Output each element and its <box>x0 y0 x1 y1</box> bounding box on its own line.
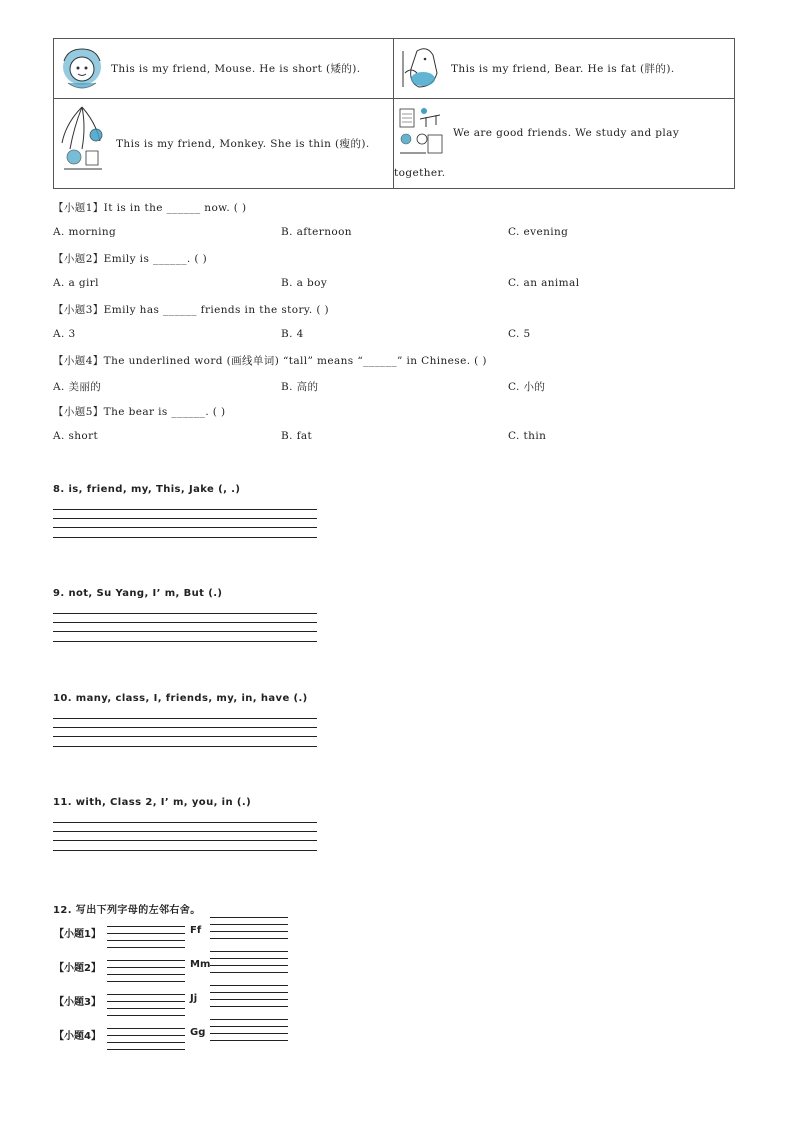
letters-item-2-label: 【小题2】 <box>54 963 101 974</box>
writing-lines-11[interactable] <box>53 822 317 852</box>
question-4-option-a: A. 美丽的 <box>53 381 102 393</box>
letters-item-3-letter: Jj <box>190 993 198 1004</box>
girl-illustration <box>58 43 106 95</box>
letters-task-title: 12. 写出下列字母的左邻右舍。 <box>53 905 201 916</box>
writing-lines-8[interactable] <box>53 509 317 539</box>
question-2-stem: 【小题2】Emily is ______. ( ) <box>53 253 208 265</box>
story-cell-mouse: This is my friend, Mouse. He is short (矮的). <box>111 63 361 75</box>
question-1-option-b: B. afternoon <box>281 226 352 238</box>
letters-item-4-right-lines[interactable] <box>210 1019 288 1043</box>
question-5-option-a: A. short <box>53 430 99 442</box>
letters-item-4-label: 【小题4】 <box>54 1031 101 1042</box>
question-5-option-b: B. fat <box>281 430 313 442</box>
question-2-option-c: C. an animal <box>508 277 580 289</box>
question-4-option-b: B. 高的 <box>281 381 319 393</box>
letters-item-1-letter: Ff <box>190 925 202 936</box>
question-1-option-c: C. evening <box>508 226 569 238</box>
story-cell-bear: This is my friend, Bear. He is fat (胖的). <box>451 63 675 75</box>
letters-item-1-label: 【小题1】 <box>54 929 101 940</box>
letters-item-2-left-lines[interactable] <box>107 960 185 984</box>
question-3-stem: 【小题3】Emily has ______ friends in the story. ( ) <box>53 304 330 316</box>
question-2-option-a: A. a girl <box>53 277 99 289</box>
letters-item-1-left-lines[interactable] <box>107 926 185 950</box>
sentence-task-8: 8. is, friend, my, This, Jake (, .) <box>53 484 241 495</box>
question-4-option-c: C. 小的 <box>508 381 546 393</box>
question-1-option-a: A. morning <box>53 226 117 238</box>
question-3-option-a: A. 3 <box>53 328 76 340</box>
letters-item-2-right-lines[interactable] <box>210 951 288 975</box>
question-5-option-c: C. thin <box>508 430 547 442</box>
story-cell-friends-line1: We are good friends. We study and play <box>453 127 680 139</box>
story-cell-monkey: This is my friend, Monkey. She is thin (瘦的). <box>116 138 370 150</box>
sentence-task-10: 10. many, class, I, friends, my, in, have (.) <box>53 693 308 704</box>
letters-item-2-letter: Mm <box>190 959 211 970</box>
writing-lines-10[interactable] <box>53 718 317 748</box>
table-divider-horizontal <box>54 98 734 99</box>
letters-item-1-right-lines[interactable] <box>210 917 288 941</box>
letters-item-3-right-lines[interactable] <box>210 985 288 1009</box>
letters-item-3-left-lines[interactable] <box>107 994 185 1018</box>
story-table <box>53 38 735 189</box>
story-cell-friends-line2: together. <box>394 167 446 179</box>
bear-illustration <box>397 43 449 95</box>
question-3-option-c: C. 5 <box>508 328 531 340</box>
question-2-option-b: B. a boy <box>281 277 328 289</box>
sentence-task-11: 11. with, Class 2, I’ m, you, in (.) <box>53 797 252 808</box>
letters-item-4-left-lines[interactable] <box>107 1028 185 1052</box>
question-3-option-b: B. 4 <box>281 328 304 340</box>
friends-studying-illustration <box>396 105 446 159</box>
letters-item-3-label: 【小题3】 <box>54 997 101 1008</box>
sentence-task-9: 9. not, Su Yang, I’ m, But (.) <box>53 588 223 599</box>
letters-item-4-letter: Gg <box>190 1027 206 1038</box>
table-divider-vertical <box>393 39 394 188</box>
writing-lines-9[interactable] <box>53 613 317 643</box>
question-5-stem: 【小题5】The bear is ______. ( ) <box>53 406 226 418</box>
question-1-stem: 【小题1】It is in the ______ now. ( ) <box>53 202 247 214</box>
monkey-illustration <box>56 103 108 173</box>
question-4-stem: 【小题4】The underlined word (画线单词) “tall” means “______” in Chinese. ( ) <box>53 355 487 367</box>
